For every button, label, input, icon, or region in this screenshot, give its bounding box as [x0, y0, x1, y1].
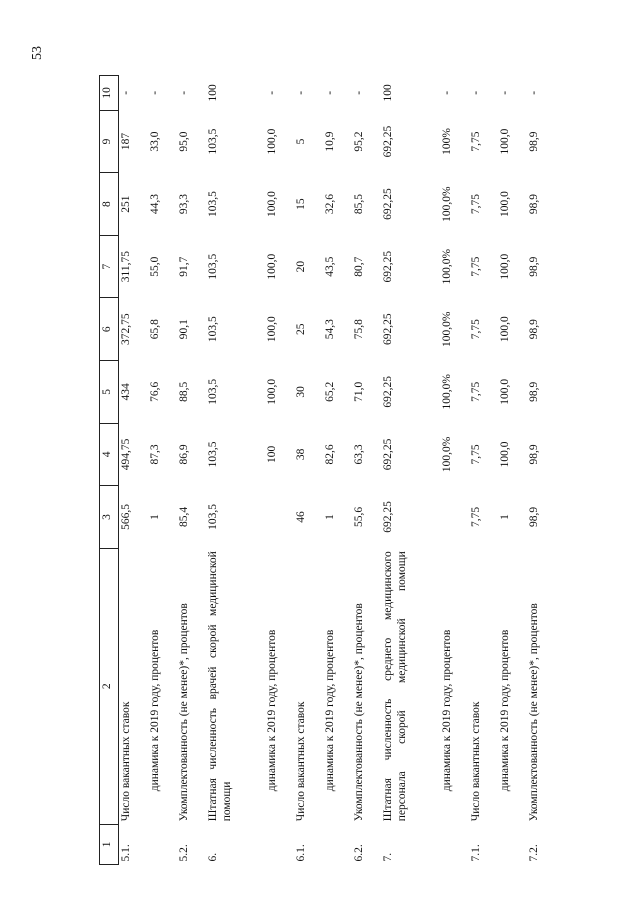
row-label — [323, 548, 352, 824]
value-cell: 100,0 — [498, 253, 511, 280]
value-cell: 100,0 — [265, 316, 278, 343]
row-label — [527, 548, 556, 824]
value-cell: 7,75 — [469, 506, 482, 528]
value-cell: 98,9 — [527, 506, 540, 528]
value-cell: 100,0% — [440, 311, 453, 347]
value-cell: - — [498, 90, 511, 95]
table-header-row — [100, 76, 119, 865]
value-cell: 692,25 — [381, 188, 394, 220]
value-cell: - — [352, 90, 365, 95]
value-cell: 100 — [206, 84, 219, 102]
value-cell: 100 — [381, 84, 394, 102]
table-row — [440, 76, 469, 865]
value-cell: 76,6 — [148, 381, 161, 402]
value-cell: 7,75 — [469, 256, 482, 277]
value-cell: 100,0 — [498, 191, 511, 218]
value-cell: 100,0 — [265, 128, 278, 155]
value-cell: 7,75 — [469, 131, 482, 152]
row-label-text: Укомплектованность (не менее)*, процентов — [527, 603, 540, 822]
row-label-text: Штатная численность среднего медицинского персонала скорой медицинской помощи — [381, 551, 409, 822]
header-cell: 4 — [100, 423, 119, 486]
value-cell: - — [265, 90, 278, 95]
table-row — [381, 76, 440, 865]
value-cell: 100,0 — [265, 191, 278, 218]
value-cell: 5 — [294, 138, 307, 145]
table-row — [469, 76, 498, 865]
row-label — [294, 548, 323, 824]
value-cell: 85,5 — [352, 194, 365, 215]
value-cell: 692,25 — [381, 250, 394, 283]
value-cell: 103,5 — [206, 441, 219, 468]
row-number — [498, 824, 527, 864]
value-cell: 100,0 — [265, 378, 278, 405]
value-cell: 103,5 — [206, 253, 219, 280]
header-cell: 8 — [100, 173, 119, 236]
value-cell: 100% — [440, 128, 453, 155]
value-cell: 103,5 — [206, 191, 219, 218]
value-cell — [440, 486, 469, 549]
value-cell: - — [148, 90, 161, 95]
header-cell: 1 — [100, 824, 119, 864]
value-cell: 692,25 — [381, 376, 394, 408]
value-cell: 103,5 — [206, 378, 219, 405]
row-label-text: динамика к 2019 году, процентов — [440, 629, 453, 792]
value-cell: - — [177, 90, 190, 95]
value-cell: 91,7 — [177, 256, 190, 277]
value-cell: 692,25 — [381, 125, 394, 158]
value-cell: 311,75 — [120, 251, 132, 283]
row-label — [265, 548, 294, 824]
value-cell: 95,0 — [177, 131, 190, 152]
value-cell: 55,0 — [148, 256, 161, 277]
value-cell: 1 — [323, 514, 336, 520]
row-label-text: Укомплектованность (не менее)*, процентов — [177, 603, 190, 822]
value-cell: 7,75 — [469, 319, 482, 340]
value-cell: 98,9 — [527, 256, 540, 277]
value-cell: 75,8 — [352, 319, 365, 340]
row-number — [440, 824, 469, 864]
value-cell: 98,9 — [527, 194, 540, 215]
row-label-text: динамика к 2019 году, процентов — [148, 629, 161, 792]
value-cell: 434 — [120, 383, 132, 401]
value-cell: 85,4 — [177, 506, 190, 528]
value-cell: 80,7 — [352, 256, 365, 277]
value-cell: 90,1 — [177, 319, 190, 340]
row-label — [469, 548, 498, 824]
value-cell: 44,3 — [148, 194, 161, 215]
row-number: 5.2. — [177, 844, 190, 862]
value-cell: 98,9 — [527, 319, 540, 340]
value-cell: 87,3 — [148, 444, 161, 465]
row-label-text: Число вакантных ставок — [294, 701, 307, 822]
page-number: 53 — [30, 46, 45, 60]
row-label-text: Штатная численность врачей скорой медицинской помощи — [206, 551, 234, 822]
header-cell: 10 — [100, 76, 119, 111]
value-cell: 187 — [120, 132, 132, 151]
value-cell: 55,6 — [352, 506, 365, 528]
data-table — [99, 75, 556, 865]
value-cell: - — [323, 90, 336, 95]
header-cell: 3 — [100, 486, 119, 549]
value-cell: 54,3 — [323, 319, 336, 340]
table-row — [527, 76, 556, 865]
header-cell: 6 — [100, 298, 119, 361]
value-cell: 251 — [120, 195, 132, 213]
row-label — [177, 548, 206, 824]
value-cell: - — [294, 90, 307, 95]
value-cell: 100,0 — [498, 441, 511, 468]
row-number: 6. — [206, 852, 219, 862]
row-label — [119, 548, 148, 824]
value-cell: 98,9 — [527, 444, 540, 465]
table-row — [265, 76, 294, 865]
row-label-text: динамика к 2019 году, процентов — [323, 629, 336, 792]
rotated-table-container — [99, 75, 544, 865]
value-cell: 86,9 — [177, 444, 190, 465]
value-cell: 1 — [498, 514, 511, 520]
row-label — [381, 548, 440, 824]
row-number: 7.1. — [469, 844, 482, 862]
row-label-text: Число вакантных ставок — [120, 701, 132, 822]
row-number: 5.1. — [120, 844, 132, 862]
header-cell: 5 — [100, 361, 119, 424]
value-cell: 100,0 — [265, 253, 278, 280]
value-cell: 100,0 — [498, 378, 511, 405]
value-cell: 692,25 — [381, 438, 394, 471]
value-cell: 82,6 — [323, 444, 336, 465]
row-number: 6.2. — [352, 844, 365, 862]
value-cell: 38 — [294, 448, 307, 461]
value-cell: - — [440, 90, 453, 95]
header-cell: 7 — [100, 235, 119, 298]
row-label-text: Число вакантных ставок — [469, 701, 482, 822]
value-cell: 93,3 — [177, 194, 190, 215]
value-cell: 20 — [294, 260, 307, 273]
header-cell: 9 — [100, 110, 119, 173]
row-number: 7.2. — [527, 844, 540, 862]
value-cell: 100,0 — [498, 316, 511, 343]
value-cell: 100 — [265, 445, 278, 464]
row-label — [206, 548, 265, 824]
value-cell: 46 — [294, 511, 307, 523]
value-cell: 100,0 — [498, 128, 511, 155]
value-cell: 692,25 — [381, 501, 394, 533]
row-number — [148, 824, 177, 864]
value-cell: 692,25 — [381, 313, 394, 346]
value-cell: 88,5 — [177, 381, 190, 402]
table-row — [206, 76, 265, 865]
row-label — [440, 548, 469, 824]
header-cell: 2 — [100, 548, 119, 824]
value-cell: - — [527, 90, 540, 95]
value-cell: 372,75 — [120, 313, 132, 346]
value-cell: 33,0 — [148, 131, 161, 152]
row-label-text: Укомплектованность (не менее)*, процентов — [352, 603, 365, 822]
value-cell — [265, 486, 294, 549]
value-cell: - — [469, 90, 482, 95]
row-label — [148, 548, 177, 824]
value-cell: 100,0% — [440, 436, 453, 473]
value-cell: 100,0% — [440, 186, 453, 222]
value-cell: 103,5 — [206, 316, 219, 343]
value-cell: 43,5 — [323, 256, 336, 277]
value-cell: - — [120, 90, 132, 95]
table-row — [177, 76, 206, 865]
table-row — [294, 76, 323, 865]
value-cell: 10,9 — [323, 131, 336, 152]
table-row — [352, 76, 381, 865]
table-row — [323, 76, 352, 865]
row-label — [352, 548, 381, 824]
value-cell: 7,75 — [469, 194, 482, 215]
value-cell: 7,75 — [469, 444, 482, 465]
row-label — [498, 548, 527, 824]
value-cell: 65,8 — [148, 319, 161, 340]
value-cell: 566,5 — [120, 504, 132, 530]
value-cell: 25 — [294, 323, 307, 335]
value-cell: 1 — [148, 514, 161, 520]
table-row — [148, 76, 177, 865]
row-label-text: динамика к 2019 году, процентов — [265, 629, 278, 792]
value-cell: 103,5 — [206, 504, 219, 530]
row-number: 7. — [381, 852, 394, 862]
table-body — [119, 76, 556, 865]
row-number — [323, 824, 352, 864]
value-cell: 100,0% — [440, 374, 453, 410]
value-cell: 71,0 — [352, 381, 365, 402]
value-cell: 32,6 — [323, 194, 336, 215]
value-cell: 65,2 — [323, 381, 336, 402]
value-cell: 98,9 — [527, 381, 540, 402]
row-number: 6.1. — [294, 844, 307, 862]
value-cell: 98,9 — [527, 131, 540, 152]
value-cell: 95,2 — [352, 131, 365, 152]
value-cell: 103,5 — [206, 128, 219, 155]
value-cell: 30 — [294, 386, 307, 398]
value-cell: 7,75 — [469, 381, 482, 402]
value-cell: 15 — [294, 198, 307, 210]
table-row — [498, 76, 527, 865]
value-cell: 494,75 — [120, 438, 132, 471]
row-number — [265, 824, 294, 864]
value-cell: 63,3 — [352, 444, 365, 465]
table-row — [119, 76, 148, 865]
row-label-text: динамика к 2019 году, процентов — [498, 629, 511, 792]
value-cell: 100,0% — [440, 248, 453, 285]
